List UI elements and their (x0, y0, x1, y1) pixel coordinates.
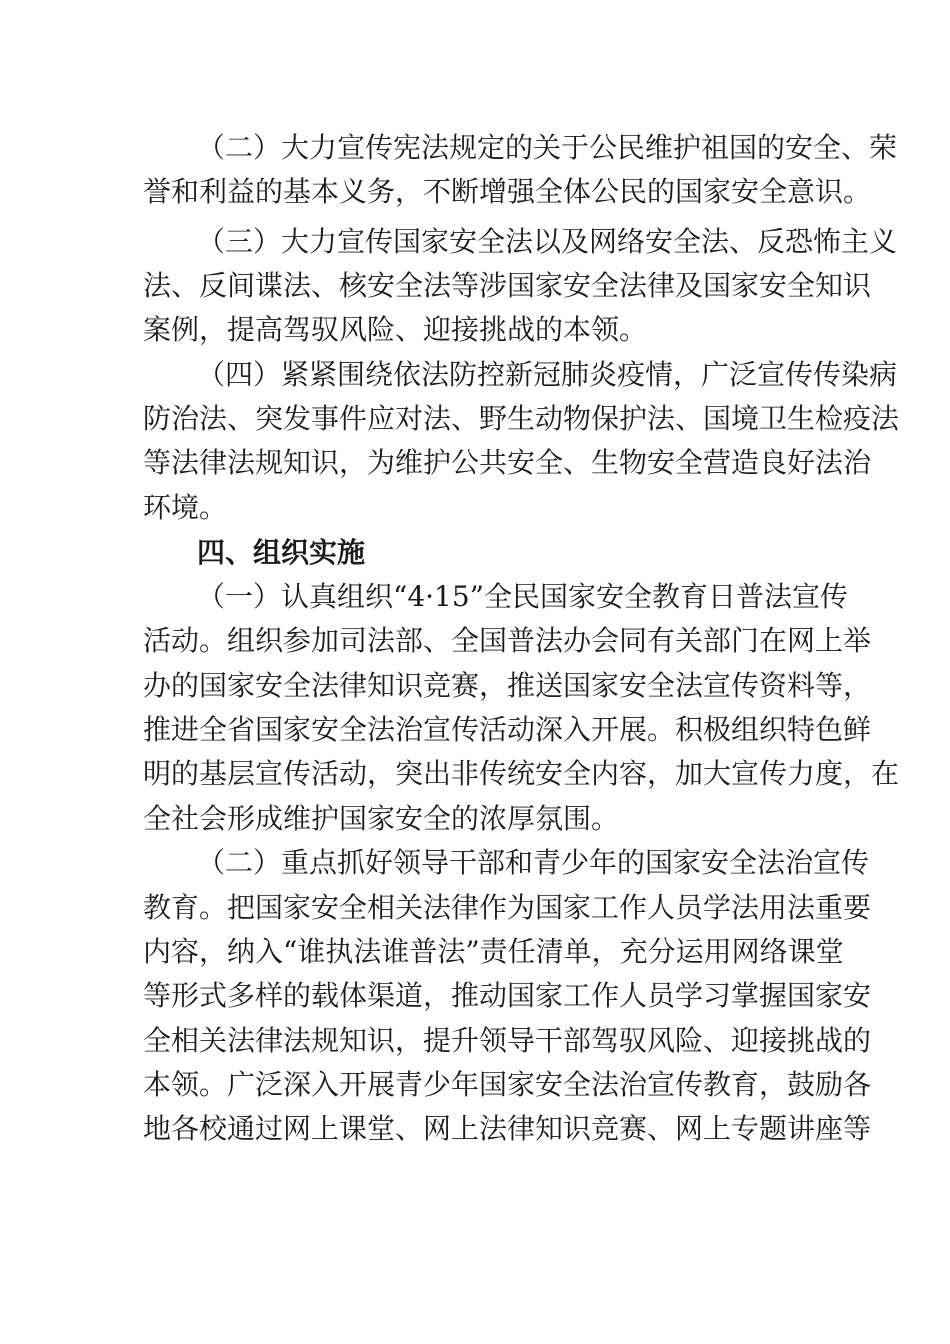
text-line: （二）重点抓好领导干部和青少年的国家安全法治宣传 (197, 846, 870, 879)
text-line: 教育。把国家安全相关法律作为国家工作人员学法用法重要 (143, 891, 872, 924)
text-line: 等形式多样的载体渠道，推动国家工作人员学习掌握国家安 (143, 979, 872, 1012)
text-line: 环境。 (143, 491, 228, 524)
text-line: （二）大力宣传宪法规定的关于公民维护祖国的安全、荣 (197, 131, 898, 164)
text-line: 推进全省国家安全法治宣传活动深入开展。积极组织特色鲜 (143, 713, 872, 746)
text-line: 案例，提高驾驭风险、迎接挑战的本领。 (143, 313, 648, 346)
text-line: 全相关法律法规知识，提升领导干部驾驭风险、迎接挑战的 (143, 1024, 872, 1057)
text-line: 誉和利益的基本义务，不断增强全体公民的国家安全意识。 (143, 175, 872, 208)
text-line: 地各校通过网上课堂、网上法律知识竞赛、网上专题讲座等 (143, 1112, 872, 1145)
section-heading: 四、组织实施 (197, 536, 366, 569)
text-line: 全社会形成维护国家安全的浓厚氛围。 (143, 802, 620, 835)
text-line: （三）大力宣传国家安全法以及网络安全法、反恐怖主义 (197, 225, 898, 258)
text-line: 活动。组织参加司法部、全国普法办会同有关部门在网上举 (143, 624, 872, 657)
text-line: 本领。广泛深入开展青少年国家安全法治宣传教育，鼓励各 (143, 1068, 872, 1101)
text-line: 内容，纳入“谁执法谁普法”责任清单，充分运用网络课堂 (143, 935, 844, 968)
text-line: （一）认真组织“4·15”全民国家安全教育日普法宣传 (197, 580, 848, 613)
text-line: 等法律法规知识，为维护公共安全、生物安全营造良好法治 (143, 446, 872, 479)
text-line: （四）紧紧围绕依法防控新冠肺炎疫情，广泛宣传传染病 (197, 358, 898, 391)
text-line: 办的国家安全法律知识竞赛，推送国家安全法宣传资料等， (143, 669, 872, 702)
text-line: 防治法、突发事件应对法、野生动物保护法、国境卫生检疫法 (143, 402, 900, 435)
text-line: 明的基层宣传活动，突出非传统安全内容，加大宣传力度，在 (143, 757, 900, 790)
text-line: 法、反间谍法、核安全法等涉国家安全法律及国家安全知识 (143, 269, 872, 302)
